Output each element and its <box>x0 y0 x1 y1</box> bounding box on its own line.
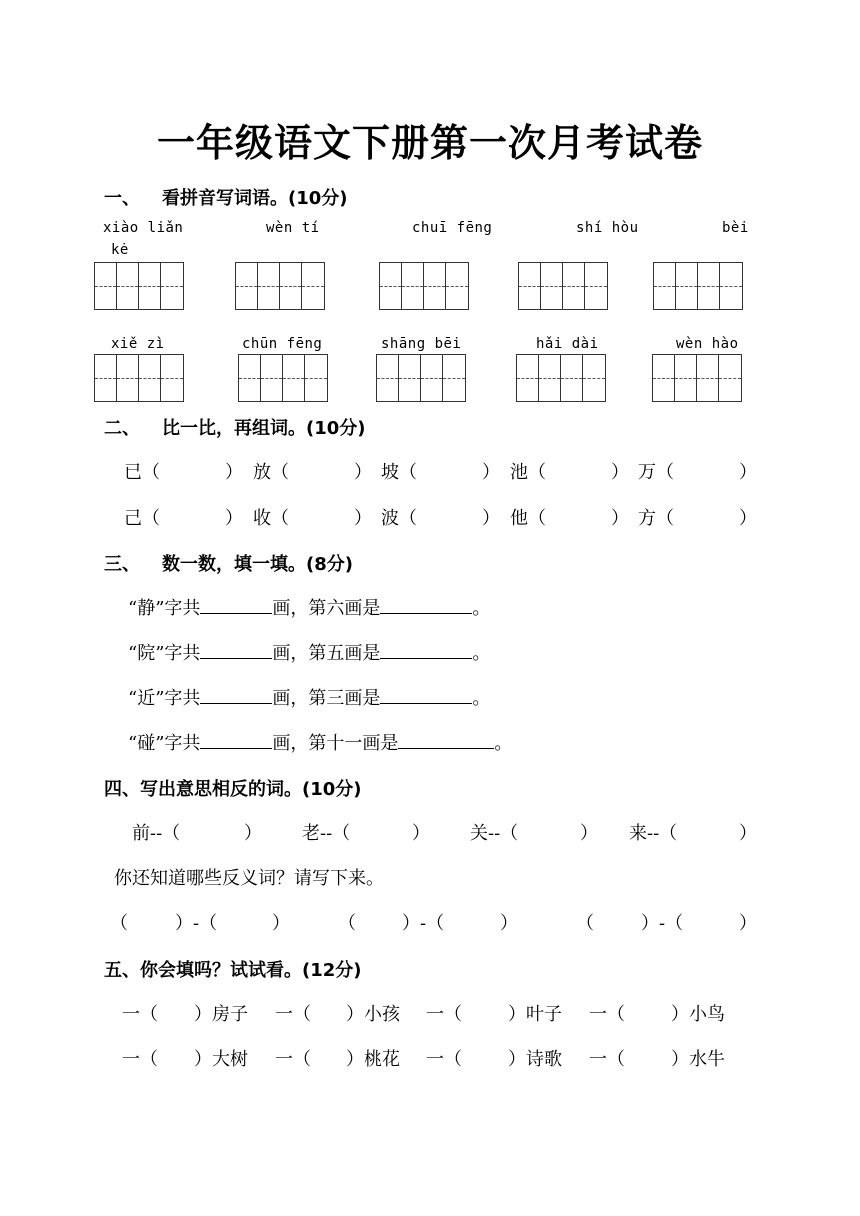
antonym-word: 来--（ <box>629 823 678 844</box>
compare-word: 池（ <box>510 462 546 483</box>
measure-word: 一（ <box>275 1004 311 1025</box>
pinyin-2-5: wèn hào <box>676 336 739 352</box>
answer-blank[interactable] <box>380 685 472 704</box>
measure-word: 一（ <box>426 1049 462 1070</box>
writing-grid[interactable] <box>94 354 184 402</box>
antonym-close: ） <box>580 823 598 844</box>
antonym-prompt: 你还知道哪些反义词？请写下来。 <box>114 868 384 889</box>
writing-grid[interactable] <box>518 262 608 310</box>
measure-word: 一（ <box>589 1004 625 1025</box>
compare-word: 万（ <box>638 462 674 483</box>
stroke-question <box>128 639 490 665</box>
antonym-blank: （ <box>338 913 356 934</box>
compare-close: ） <box>611 508 629 529</box>
pinyin-2-1: xiě zì <box>111 336 165 352</box>
compare-close: ） <box>739 508 757 529</box>
measure-noun: ）大树 <box>194 1049 248 1070</box>
antonym-blank: ）-（ <box>175 913 218 934</box>
compare-close: ） <box>354 508 372 529</box>
measure-word: 一（ <box>426 1004 462 1025</box>
measure-word: 一（ <box>589 1049 625 1070</box>
antonym-blank: ）-（ <box>402 913 445 934</box>
compare-close: ） <box>225 508 243 529</box>
pinyin-1-4: shí hòu <box>576 220 639 236</box>
stroke-text-a: “院”字共 <box>128 643 201 664</box>
section1-title: 看拼音写词语。(10分) <box>162 188 348 209</box>
section3-heading <box>104 550 353 576</box>
antonym-blank: ） <box>272 913 290 934</box>
writing-grid[interactable] <box>238 354 328 402</box>
section3-number: 三、 <box>104 554 140 575</box>
stroke-question <box>128 684 490 710</box>
antonym-blank: （ <box>576 913 594 934</box>
writing-grid[interactable] <box>516 354 606 402</box>
compare-word: 坡（ <box>381 462 417 483</box>
stroke-text-b: 画，第六画是 <box>272 598 381 619</box>
compare-word: 波（ <box>381 508 417 529</box>
stroke-text-b: 画，第五画是 <box>272 643 381 664</box>
answer-blank[interactable] <box>200 685 272 704</box>
antonym-word: 前--（ <box>132 823 181 844</box>
pinyin-1-2: wèn tí <box>266 220 320 236</box>
compare-close: ） <box>225 462 243 483</box>
exam-title: 一年级语文下册第一次月考试卷 <box>156 121 703 165</box>
measure-noun: ）房子 <box>194 1004 248 1025</box>
measure-noun: ）叶子 <box>508 1004 562 1025</box>
compare-word: 他（ <box>510 508 546 529</box>
antonym-blank: ）-（ <box>641 913 684 934</box>
stroke-text-a: “碰”字共 <box>128 733 201 754</box>
answer-blank[interactable] <box>380 640 472 659</box>
section2-title: 比一比，再组词。(10分) <box>162 418 366 439</box>
answer-blank[interactable] <box>398 730 494 749</box>
measure-noun: ）小孩 <box>346 1004 400 1025</box>
section5-heading: 五、你会填吗？试试看。(12分) <box>104 960 362 981</box>
pinyin-1-5: bèi <box>722 220 749 236</box>
pinyin-2-2: chūn fēng <box>242 336 323 352</box>
compare-close: ） <box>611 462 629 483</box>
compare-close: ） <box>354 462 372 483</box>
pinyin-1-1: xiào liǎn <box>103 220 184 236</box>
pinyin-1-1b: kė <box>111 242 129 258</box>
compare-word: 放（ <box>253 462 289 483</box>
antonym-close: ） <box>739 823 757 844</box>
stroke-text-b: 画，第十一画是 <box>272 733 399 754</box>
stroke-text-b: 画，第三画是 <box>272 688 381 709</box>
section1-heading <box>104 184 348 210</box>
stroke-text-c: 。 <box>472 688 491 709</box>
compare-word: 己（ <box>124 508 160 529</box>
measure-noun: ）水牛 <box>671 1049 725 1070</box>
stroke-text-c: 。 <box>472 598 491 619</box>
compare-word: 方（ <box>638 508 674 529</box>
writing-grid[interactable] <box>653 262 743 310</box>
section2-number: 二、 <box>104 418 140 439</box>
measure-word: 一（ <box>122 1049 158 1070</box>
pinyin-1-3: chuī fēng <box>412 220 493 236</box>
compare-close: ） <box>739 462 757 483</box>
stroke-text-a: “静”字共 <box>128 598 201 619</box>
stroke-text-c: 。 <box>472 643 491 664</box>
antonym-blank: （ <box>110 913 128 934</box>
measure-word: 一（ <box>122 1004 158 1025</box>
measure-word: 一（ <box>275 1049 311 1070</box>
answer-blank[interactable] <box>200 595 272 614</box>
section2-heading <box>104 414 366 440</box>
stroke-text-c: 。 <box>494 733 513 754</box>
pinyin-2-4: hǎi dài <box>536 336 599 352</box>
antonym-close: ） <box>412 823 430 844</box>
antonym-blank: ） <box>500 913 518 934</box>
answer-blank[interactable] <box>380 595 472 614</box>
measure-noun: ）诗歌 <box>508 1049 562 1070</box>
writing-grid[interactable] <box>652 354 742 402</box>
pinyin-2-3: shāng bēi <box>381 336 462 352</box>
antonym-word: 老--（ <box>302 823 351 844</box>
stroke-question <box>128 594 490 620</box>
compare-close: ） <box>482 462 500 483</box>
antonym-blank: ） <box>739 913 757 934</box>
section3-title: 数一数，填一填。(8分) <box>162 554 353 575</box>
compare-close: ） <box>482 508 500 529</box>
compare-word: 已（ <box>124 462 160 483</box>
compare-word: 收（ <box>253 508 289 529</box>
antonym-close: ） <box>244 823 262 844</box>
stroke-text-a: “近”字共 <box>128 688 201 709</box>
section4-heading: 四、写出意思相反的词。(10分) <box>104 779 362 800</box>
answer-blank[interactable] <box>200 640 272 659</box>
antonym-word: 关--（ <box>470 823 519 844</box>
writing-grid[interactable] <box>379 262 469 310</box>
stroke-question <box>128 729 512 755</box>
answer-blank[interactable] <box>200 730 272 749</box>
measure-noun: ）小鸟 <box>671 1004 725 1025</box>
writing-grid[interactable] <box>94 262 184 310</box>
measure-noun: ）桃花 <box>346 1049 400 1070</box>
writing-grid[interactable] <box>235 262 325 310</box>
section1-number: 一、 <box>104 188 140 209</box>
writing-grid[interactable] <box>376 354 466 402</box>
